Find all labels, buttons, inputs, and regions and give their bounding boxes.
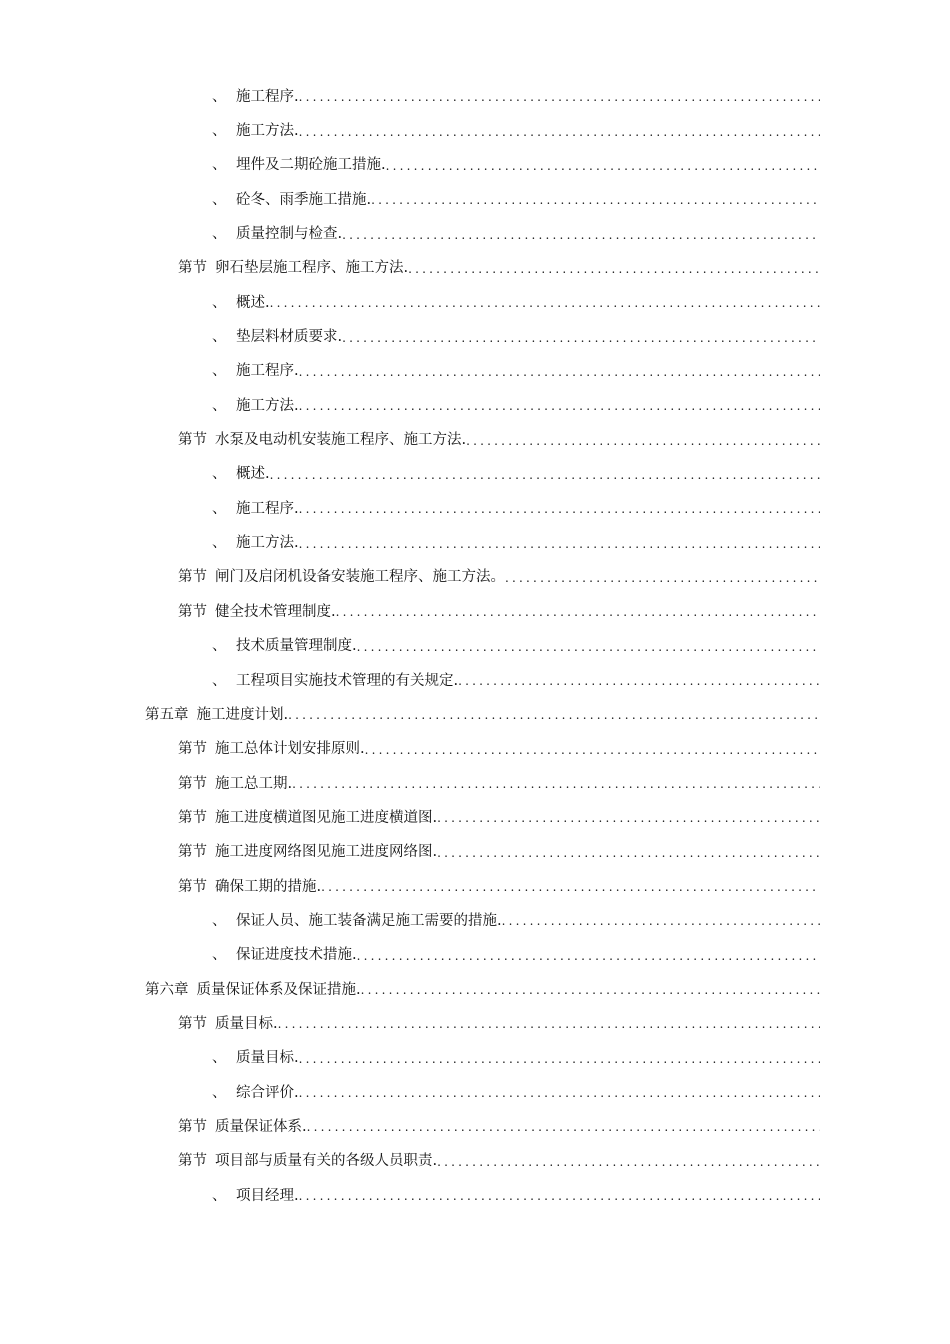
toc-entry-title: 确保工期的措施. — [215, 878, 322, 895]
toc-entry[interactable] — [0, 559, 950, 593]
toc-entry[interactable] — [0, 112, 950, 146]
dot-leader — [288, 705, 820, 721]
toc-entry[interactable] — [0, 868, 950, 902]
toc-entry-title: 项目部与质量有关的各级人员职责. — [215, 1153, 438, 1170]
toc-entry-title: 概述. — [236, 294, 270, 311]
toc-entry[interactable] — [0, 765, 950, 799]
dot-leader — [357, 637, 820, 653]
toc-entry-title: 砼冬、雨季施工措施. — [236, 191, 372, 208]
toc-entry-number: 第节 — [178, 844, 207, 861]
toc-entry[interactable] — [0, 662, 950, 696]
toc-entry[interactable] — [0, 593, 950, 627]
dot-leader — [299, 534, 820, 550]
toc-entry-number: 、 — [212, 157, 227, 174]
dot-leader — [336, 602, 820, 618]
dot-leader — [299, 1083, 820, 1099]
dot-leader — [292, 774, 820, 790]
dot-leader — [505, 568, 820, 584]
toc-entry-title: 质量目标. — [215, 1015, 278, 1032]
toc-entry[interactable] — [0, 731, 950, 765]
dot-leader — [299, 1186, 820, 1202]
toc-entry-number: 、 — [212, 1084, 227, 1101]
toc-entry-number: 、 — [212, 191, 227, 208]
toc-entry-title: 综合评价. — [236, 1084, 299, 1101]
toc-entry-number: 第节 — [178, 1118, 207, 1135]
toc-entry-title: 垫层料材质要求. — [236, 329, 343, 346]
dot-leader — [502, 911, 820, 927]
toc-entry[interactable] — [0, 318, 950, 352]
toc-entry-title: 施工程序. — [236, 363, 299, 380]
toc-entry-number: 第节 — [178, 878, 207, 895]
toc-entry[interactable] — [0, 902, 950, 936]
toc-entry-title: 质量目标. — [236, 1050, 299, 1067]
toc-entry-number: 、 — [212, 500, 227, 517]
toc-entry[interactable] — [0, 799, 950, 833]
dot-leader — [299, 87, 820, 103]
toc-entry-title: 施工方法. — [236, 535, 299, 552]
toc-entry-title: 保证进度技术措施. — [236, 947, 357, 964]
toc-entry-number: 第节 — [178, 809, 207, 826]
toc-entry[interactable] — [0, 1177, 950, 1211]
toc-entry-title: 质量控制与检查. — [236, 226, 343, 243]
toc-entry-number: 、 — [212, 226, 227, 243]
toc-entry-title: 埋件及二期砼施工措施. — [236, 157, 386, 174]
toc-entry-number: 、 — [212, 363, 227, 380]
dot-leader — [307, 1117, 820, 1133]
dot-leader — [357, 946, 820, 962]
dot-leader — [299, 122, 820, 138]
toc-entry-number: 、 — [212, 1187, 227, 1204]
dot-leader — [361, 980, 820, 996]
toc-entry-number: 、 — [212, 397, 227, 414]
dot-leader — [437, 1152, 820, 1168]
toc-entry-title: 施工总工期. — [215, 775, 293, 792]
toc-entry-title: 概述. — [236, 466, 270, 483]
toc-entry[interactable] — [0, 387, 950, 421]
dot-leader — [299, 396, 820, 412]
dot-leader — [365, 740, 820, 756]
toc-entry[interactable] — [0, 353, 950, 387]
dot-leader — [278, 1014, 820, 1030]
toc-entry-title: 施工进度网络图见施工进度网络图. — [215, 844, 438, 861]
toc-entry[interactable] — [0, 834, 950, 868]
toc-entry-title: 卵石垫层施工程序、施工方法. — [215, 260, 409, 277]
dot-leader — [270, 293, 820, 309]
toc-entry[interactable] — [0, 1005, 950, 1039]
toc-entry-number: 第节 — [178, 603, 207, 620]
toc-entry-number: 第节 — [178, 260, 207, 277]
dot-leader — [437, 843, 820, 859]
toc-entry-number: 第节 — [178, 432, 207, 449]
toc-entry-title: 健全技术管理制度. — [215, 603, 336, 620]
toc-entry-number: 、 — [212, 638, 227, 655]
toc-entry-title: 工程项目实施技术管理的有关规定. — [236, 672, 459, 689]
toc-entry-number: 第节 — [178, 741, 207, 758]
toc-entry-number: 、 — [212, 912, 227, 929]
dot-leader — [321, 877, 820, 893]
toc-entry-number: 、 — [212, 947, 227, 964]
toc-entry-title: 施工方法. — [236, 397, 299, 414]
dot-leader — [299, 362, 820, 378]
toc-entry[interactable] — [0, 181, 950, 215]
dot-leader — [342, 225, 820, 241]
toc-entry[interactable] — [0, 284, 950, 318]
toc-entry-title: 施工进度计划. — [196, 706, 289, 723]
toc-entry-number: 第六章 — [145, 981, 189, 998]
toc-entry-title: 水泵及电动机安装施工程序、施工方法. — [215, 432, 467, 449]
toc-entry-number: 、 — [212, 1050, 227, 1067]
toc-entry-title: 项目经理. — [236, 1187, 299, 1204]
toc-entry[interactable] — [0, 1143, 950, 1177]
toc-entry-number: 第五章 — [145, 706, 189, 723]
dot-leader — [371, 190, 820, 206]
toc-entry-number: 第节 — [178, 1015, 207, 1032]
toc-entry-title: 施工进度横道图见施工进度横道图. — [215, 809, 438, 826]
toc-entry[interactable] — [0, 421, 950, 455]
dot-leader — [386, 156, 820, 172]
toc-entry-number: 、 — [212, 672, 227, 689]
toc-entry-number: 、 — [212, 88, 227, 105]
toc-entry-title: 技术质量管理制度. — [236, 638, 357, 655]
toc-entry-title: 闸门及启闭机设备安装施工程序、施工方法。 — [215, 569, 505, 586]
toc-entry[interactable] — [0, 456, 950, 490]
dot-leader — [458, 671, 820, 687]
dot-leader — [437, 808, 820, 824]
dot-leader — [342, 328, 820, 344]
toc-entry-title: 施工总体计划安排原则. — [215, 741, 365, 758]
toc-entry-title: 质量保证体系及保证措施. — [196, 981, 361, 998]
toc-entry[interactable] — [0, 628, 950, 662]
toc-entry[interactable] — [0, 937, 950, 971]
toc-entry-number: 、 — [212, 294, 227, 311]
dot-leader — [270, 465, 820, 481]
toc-entry[interactable] — [0, 696, 950, 730]
toc-entry-number: 第节 — [178, 775, 207, 792]
toc-entry[interactable] — [0, 215, 950, 249]
toc-entry[interactable] — [0, 1040, 950, 1074]
toc-entry[interactable] — [0, 1108, 950, 1142]
toc-entry[interactable] — [0, 490, 950, 524]
table-of-contents — [0, 78, 950, 1211]
toc-entry[interactable] — [0, 147, 950, 181]
toc-entry-number: 、 — [212, 123, 227, 140]
toc-entry-title: 保证人员、施工装备满足施工需要的措施. — [236, 912, 502, 929]
toc-entry-number: 第节 — [178, 1153, 207, 1170]
toc-entry-title: 施工方法. — [236, 123, 299, 140]
dot-leader — [466, 431, 820, 447]
toc-entry-number: 、 — [212, 535, 227, 552]
toc-entry-title: 施工程序. — [236, 500, 299, 517]
toc-entry[interactable] — [0, 971, 950, 1005]
toc-entry[interactable] — [0, 524, 950, 558]
toc-entry-number: 、 — [212, 329, 227, 346]
toc-entry[interactable] — [0, 250, 950, 284]
dot-leader — [299, 499, 820, 515]
toc-entry[interactable] — [0, 78, 950, 112]
dot-leader — [299, 1049, 820, 1065]
dot-leader — [408, 259, 820, 275]
toc-entry-title: 施工程序. — [236, 88, 299, 105]
toc-entry-number: 第节 — [178, 569, 207, 586]
toc-entry-title: 质量保证体系. — [215, 1118, 307, 1135]
toc-entry[interactable] — [0, 1074, 950, 1108]
toc-entry-number: 、 — [212, 466, 227, 483]
